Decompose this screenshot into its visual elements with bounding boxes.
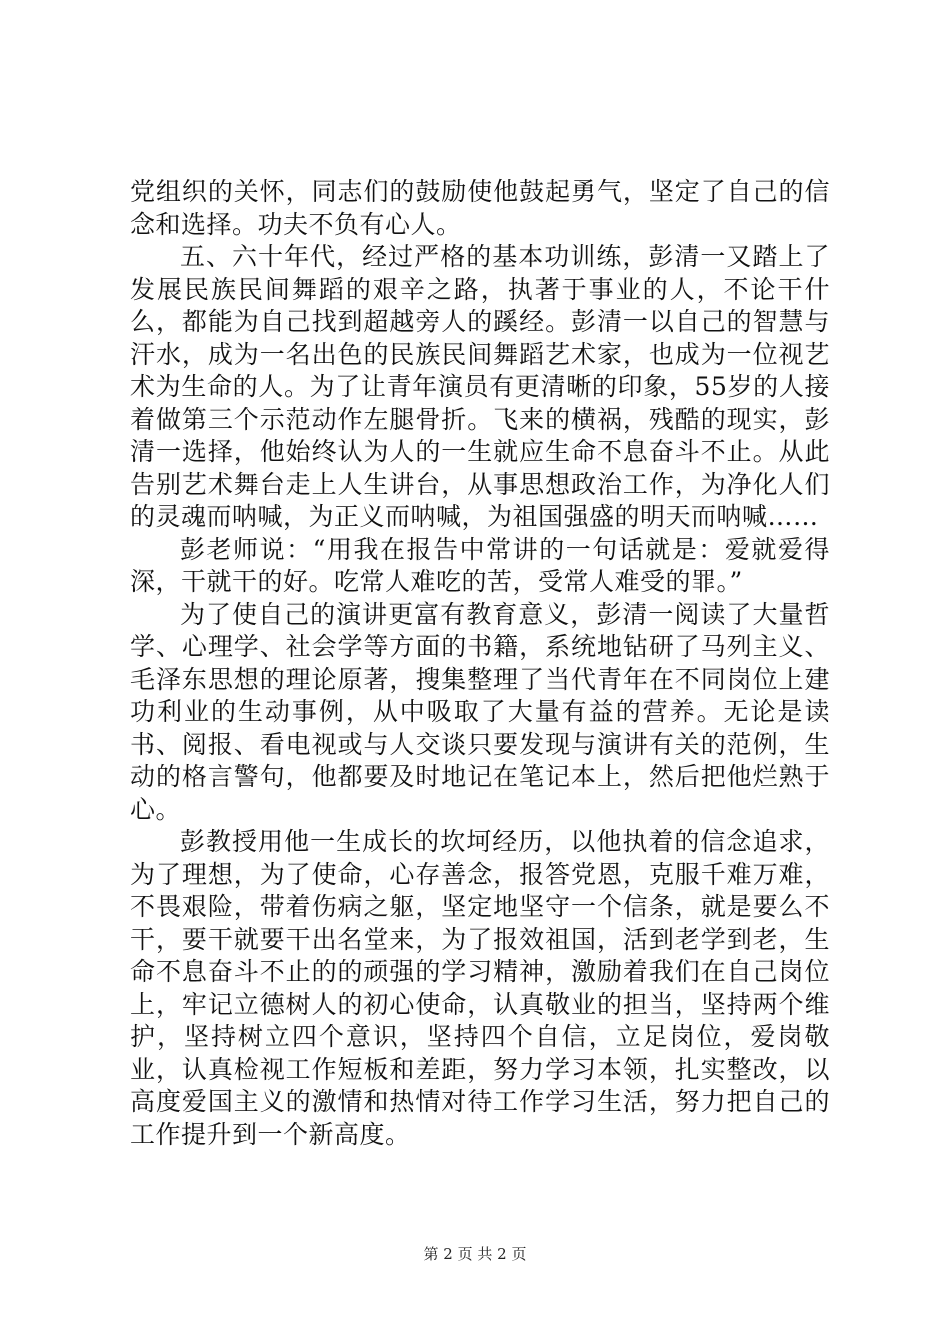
paragraph: 彭教授用他一生成长的坎坷经历，以他执着的信念追求，为了理想，为了使命，心存善念，报答党恩，克服千难万难，不畏艰险，带着伤病之躯，坚定地坚守一个信条，就是要么不干，要干就要干出名堂来，为了报效祖国，活到老学到老，生命不息奋斗不止的的顽强的学习精神，激励着我们在自己岗位上，牢记立德树人的初心使命，认真敬业的担当，坚持两个维护，坚持树立四个意识，坚持四个自信，立足岗位，爱岗敬业，认真检视工作短板和差距，努力学习本领，扎实整改，以高度爱国主义的激情和热情对待工作学习生活，努力把自己的工作提升到一个新高度。 — [130, 827, 830, 1149]
paragraph-continuation: 党组织的关怀，同志们的鼓励使他鼓起勇气，坚定了自己的信念和选择。功夫不负有心人。 — [130, 177, 830, 239]
page-number-footer: 第 2 页 共 2 页 — [423, 1245, 527, 1263]
paragraph: 为了使自己的演讲更富有教育意义，彭清一阅读了大量哲学、心理学、社会学等方面的书籍，系统地钻研了马列主义、毛泽东思想的理论原著，搜集整理了当代青年在不同岗位上建功利业的生动事例，从中吸取了大量有益的营养。无论是读书、阅报、看电视或与人交谈只要发现与演讲有关的范例，生动的格言警句，他都要及时地记在笔记本上，然后把他烂熟于心。 — [130, 599, 830, 824]
paragraph: 五、六十年代，经过严格的基本功训练，彭清一又踏上了发展民族民间舞蹈的艰辛之路，执著于事业的人，不论干什么，都能为自己找到超越旁人的蹊经。彭清一以自己的智慧与汗水，成为一名出色的民族民间舞蹈艺术家，也成为一位视艺术为生命的人。为了让青年演员有更清晰的印象，55岁的人接着做第三个示范动作左腿骨折。飞来的横祸，残酷的现实，彭清一选择，他始终认为人的一生就应生命不息奋斗不止。从此告别艺术舞台走上人生讲台，从事思想政治工作，为净化人们的灵魂而呐喊，为正义而呐喊，为祖国强盛的明天而呐喊…… — [130, 242, 830, 531]
document-body — [130, 176, 830, 1151]
paragraph: 彭老师说：“用我在报告中常讲的一句话就是：爱就爱得深，干就干的好。吃常人难吃的苦，受常人难受的罪。” — [130, 534, 830, 596]
